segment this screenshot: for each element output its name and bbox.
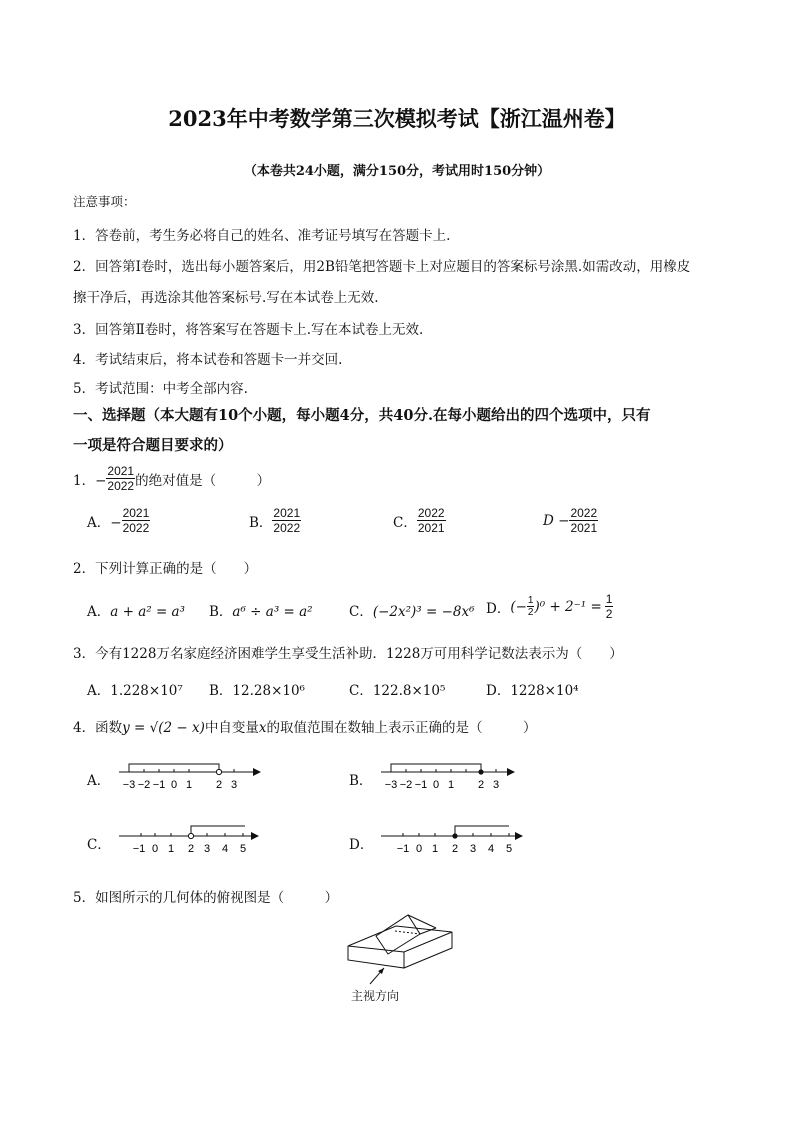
q1-frac-den: 2022 [107, 479, 135, 493]
q5-solid-figure [340, 910, 460, 990]
q4-numberline-a [115, 758, 265, 794]
q4-stem-end: 的取值范围在数轴上表示正确的是（ ） [266, 720, 537, 736]
q2-option-b-label: B． [209, 604, 233, 620]
notice-heading: 注意事项： [73, 194, 136, 209]
q1-option-b-label: B． [249, 514, 273, 531]
q4-d-tick: 2 [451, 843, 459, 855]
q1-c-den: 2021 [417, 521, 445, 535]
q4-option-c-label[interactable]: C． [87, 837, 111, 853]
q4-a-tick: 0 [170, 779, 178, 791]
notice-item-4: 4．考试结束后，将本试卷和答题卡一并交回. [73, 352, 343, 368]
q4-c-tick: 4 [221, 843, 229, 855]
q4-a-tick: −2 [137, 779, 151, 791]
q4-numberline-c [115, 822, 265, 858]
q3-option-a[interactable]: A．1.228×10⁷ [87, 683, 183, 699]
page-title: 2023年中考数学第三次模拟考试【浙江温州卷】 [168, 106, 626, 131]
q4-a-tick: −3 [122, 779, 136, 791]
q4-c-tick: 2 [187, 843, 195, 855]
q4-option-b-label[interactable]: B． [349, 773, 373, 789]
q2-d-half-den: 2 [527, 607, 534, 618]
q4-b-tick: −3 [384, 779, 398, 791]
q1-a-num: 2021 [122, 506, 150, 520]
q4-stem-post: 中自变量 [204, 720, 259, 736]
q4-b-tick: 2 [477, 779, 485, 791]
section-heading-line2: 一项是符合题目要求的） [73, 437, 233, 454]
q2-option-b[interactable] [209, 600, 313, 620]
q1-prefix: 1．− [73, 472, 107, 489]
notice-item-2-cont: 擦干净后，再选涂其他答案标号.写在本试卷上无效. [73, 290, 379, 306]
q4-stem-pre: 4．函数 [73, 720, 123, 736]
q4-option-a-label[interactable]: A． [87, 773, 111, 789]
q2-option-a-label: A． [87, 604, 111, 620]
q2-option-d-label: D． [486, 600, 511, 617]
q2-option-c-expr: (−2x²)³ = −8x⁶ [372, 604, 475, 620]
q1-c-num: 2022 [417, 506, 445, 520]
q1-fraction [106, 464, 135, 493]
section-heading-line1: 一、选择题（本大题有10个小题，每小题4分，共40分.在每小题给出的四个选项中，只有 [73, 407, 651, 424]
q1-suffix: 的绝对值是（ ） [135, 472, 271, 489]
question-2-stem: 2．下列计算正确的是（ ） [73, 561, 258, 577]
q4-numberline-b [377, 758, 527, 794]
question-5-stem: 5．如图所示的几何体的俯视图是（ ） [73, 890, 339, 906]
q4-b-tick: 3 [492, 779, 500, 791]
q1-option-c-label: C． [393, 514, 417, 531]
q4-b-tick: −2 [399, 779, 413, 791]
q1-option-d[interactable] [543, 506, 598, 535]
q2-option-b-expr: a⁶ ÷ a³ = a² [232, 604, 313, 620]
q2-d-result-den: 2 [605, 607, 613, 621]
q3-option-b[interactable]: B．12.28×10⁶ [209, 683, 305, 699]
q4-b-tick: 0 [432, 779, 440, 791]
q2-option-d[interactable] [486, 592, 613, 621]
q3-option-c[interactable]: C．122.8×10⁵ [349, 683, 446, 699]
q4-a-tick: 2 [215, 779, 223, 791]
q4-c-tick: 5 [239, 843, 247, 855]
q4-function: y = √(2 − x) [122, 720, 205, 736]
q2-option-c-label: C． [349, 604, 373, 620]
q2-option-a[interactable] [87, 600, 185, 620]
q4-numberline-d [377, 822, 527, 858]
q2-option-a-expr: a + a² = a³ [110, 604, 186, 620]
q4-d-tick: 0 [415, 843, 423, 855]
q2-d-mid: )⁰ + 2⁻¹ = [534, 598, 602, 615]
q4-d-tick: 3 [469, 843, 477, 855]
q2-option-c[interactable] [349, 600, 475, 620]
q2-d-half-num: 1 [527, 595, 534, 606]
question-4-stem [73, 716, 536, 736]
q4-d-tick: 4 [487, 843, 495, 855]
q1-frac-num: 2021 [107, 464, 135, 478]
page-subtitle: （本卷共24小题，满分150分，考试用时150分钟） [243, 164, 551, 179]
q4-c-tick: 3 [203, 843, 211, 855]
notice-item-5: 5．考试范围：中考全部内容. [73, 381, 248, 397]
q1-b-num: 2021 [273, 506, 301, 520]
q4-a-tick: −1 [152, 779, 166, 791]
q4-b-tick: 1 [447, 779, 455, 791]
q2-d-pre: (− [510, 598, 527, 615]
q4-a-tick: 1 [185, 779, 193, 791]
q1-d-num: 2022 [570, 506, 598, 520]
q1-option-a[interactable] [87, 506, 150, 535]
q4-variable: x [258, 720, 267, 736]
q5-view-direction-caption: 主视方向 [351, 989, 400, 1003]
q4-c-tick: −1 [132, 843, 146, 855]
q1-b-den: 2022 [273, 521, 301, 535]
q4-option-d-label[interactable]: D． [349, 837, 374, 853]
q4-d-tick: 5 [505, 843, 513, 855]
notice-item-1: 1．答卷前，考生务必将自己的姓名、准考证号填写在答题卡上. [73, 228, 451, 244]
q4-d-tick: −1 [396, 843, 410, 855]
notice-item-2: 2．回答第Ⅰ卷时，选出每小题答案后，用2B铅笔把答题卡上对应题目的答案标号涂黑.如需改动，用橡皮 [73, 259, 691, 275]
question-3-stem: 3．今有1228万名家庭经济困难学生享受生活补助．1228万可用科学记数法表示为（ ） [73, 646, 623, 662]
q1-a-den: 2022 [122, 521, 150, 535]
notice-item-3: 3．回答第Ⅱ卷时，将答案写在答题卡上.写在本试卷上无效. [73, 322, 424, 338]
q4-c-tick: 1 [167, 843, 175, 855]
q4-b-tick: −1 [414, 779, 428, 791]
q1-option-d-label: D − [543, 512, 570, 529]
q4-a-tick: 3 [230, 779, 238, 791]
q1-d-den: 2021 [570, 521, 598, 535]
q4-d-tick: 1 [431, 843, 439, 855]
q4-c-tick: 0 [151, 843, 159, 855]
q1-option-c[interactable] [393, 506, 446, 535]
q1-option-a-label: A．− [87, 514, 122, 531]
question-1-stem [73, 464, 270, 493]
q3-option-d[interactable]: D．1228×10⁴ [486, 683, 579, 699]
q2-d-result-num: 1 [605, 592, 613, 606]
q1-option-b[interactable] [249, 506, 301, 535]
